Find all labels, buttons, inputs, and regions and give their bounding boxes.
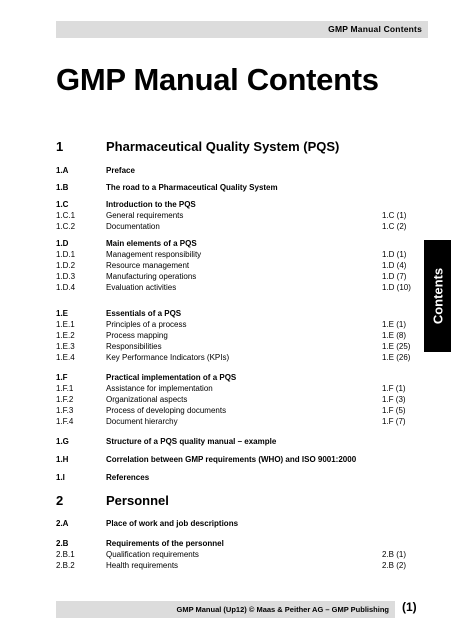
- entry-code: 1.I: [56, 473, 65, 482]
- entry-label: Document hierarchy: [106, 417, 178, 426]
- entry-code: 1.D.2: [56, 261, 76, 270]
- entry-page-ref: 1.E (1): [382, 320, 407, 329]
- entry-code: 1.B: [56, 183, 69, 192]
- entry-label: Process of developing documents: [106, 406, 227, 415]
- entry-label: Resource management: [106, 261, 190, 270]
- entry-code: 1.F.2: [56, 395, 74, 404]
- entry-code: 1.E.1: [56, 320, 75, 329]
- entry-code: 1.E.4: [56, 353, 75, 362]
- entry-code: 1.C: [56, 200, 69, 209]
- entry-page-ref: 2.B (1): [382, 550, 407, 559]
- entry-label: Health requirements: [106, 561, 179, 570]
- entry-page-ref: 1.F (5): [382, 406, 406, 415]
- entry-label: Preface: [106, 166, 135, 175]
- entry-label: Introduction to the PQS: [106, 200, 196, 209]
- entry-code: 1.C.1: [56, 211, 76, 220]
- entry-code: 1.F.3: [56, 406, 74, 415]
- entry-page-ref: 1.F (3): [382, 395, 406, 404]
- entry-code: 1.A: [56, 166, 69, 175]
- contents-side-tab[interactable]: [424, 240, 451, 352]
- chapter-number: 1: [56, 139, 64, 154]
- entry-code: 1.H: [56, 455, 69, 464]
- entry-code: 1.D.3: [56, 272, 76, 281]
- entry-page-ref: 1.E (8): [382, 331, 407, 340]
- footer-bar: GMP Manual (Up12) © Maas & Peither AG – GMP Publishing: [56, 601, 395, 618]
- chapter-title: Pharmaceutical Quality System (PQS): [106, 139, 340, 154]
- entry-label: Qualification requirements: [106, 550, 199, 559]
- chapter-number: 2: [56, 493, 64, 508]
- entry-page-ref: 1.C (2): [382, 222, 407, 231]
- entry-code: 1.E: [56, 309, 69, 318]
- entry-code: 2.B: [56, 539, 69, 548]
- entry-code: 1.F.1: [56, 384, 74, 393]
- entry-code: 2.A: [56, 519, 69, 528]
- entry-label: Essentials of a PQS: [106, 309, 182, 318]
- entry-code: 1.E.3: [56, 342, 75, 351]
- entry-code: 1.F: [56, 373, 68, 382]
- chapter-title: Personnel: [106, 493, 169, 508]
- entry-label: Practical implementation of a PQS: [106, 373, 237, 382]
- entry-page-ref: 1.D (4): [382, 261, 407, 270]
- page-title: GMP Manual Contents: [56, 62, 379, 97]
- entry-code: 2.B.1: [56, 550, 75, 559]
- entry-code: 1.D.4: [56, 283, 76, 292]
- entry-page-ref: 1.E (25): [382, 342, 411, 351]
- entry-page-ref: 1.F (7): [382, 417, 406, 426]
- page-number: (1): [402, 600, 417, 614]
- entry-page-ref: 2.B (2): [382, 561, 407, 570]
- entry-code: 1.F.4: [56, 417, 74, 426]
- entry-label: The road to a Pharmaceutical Quality System: [106, 183, 278, 192]
- entry-label: Assistance for implementation: [106, 384, 213, 393]
- entry-code: 2.B.2: [56, 561, 75, 570]
- entry-label: Place of work and job descriptions: [106, 519, 239, 528]
- side-tab-label: Contents: [430, 267, 445, 325]
- entry-label: References: [106, 473, 150, 482]
- chapter-heading-1: [56, 139, 339, 154]
- entry-page-ref: 1.D (7): [382, 272, 407, 281]
- entry-page-ref: 1.C (1): [382, 211, 407, 220]
- entry-label: Process mapping: [106, 331, 168, 340]
- entry-label: Key Performance Indicators (KPIs): [106, 353, 230, 362]
- entry-label: Manufacturing operations: [106, 272, 197, 281]
- entry-label: Management responsibility: [106, 250, 202, 259]
- entry-label: Documentation: [106, 222, 160, 231]
- entry-page-ref: 1.D (1): [382, 250, 407, 259]
- entry-label: Responsibilities: [106, 342, 162, 351]
- entry-label: Principles of a process: [106, 320, 187, 329]
- entry-label: Correlation between GMP requirements (WHO) and ISO 9001:2000: [106, 455, 357, 464]
- entry-code: 1.D: [56, 239, 69, 248]
- entry-page-ref: 1.D (10): [382, 283, 411, 292]
- running-header: GMP Manual Contents: [56, 21, 428, 38]
- entry-label: Main elements of a PQS: [106, 239, 197, 248]
- entry-code: 1.E.2: [56, 331, 75, 340]
- entry-label: Evaluation activities: [106, 283, 177, 292]
- chapter-heading-2: [56, 493, 169, 508]
- entry-label: Structure of a PQS quality manual – example: [106, 437, 277, 446]
- entry-page-ref: 1.F (1): [382, 384, 406, 393]
- entry-label: General requirements: [106, 211, 184, 220]
- entry-label: Organizational aspects: [106, 395, 188, 404]
- entry-code: 1.G: [56, 437, 69, 446]
- entry-code: 1.C.2: [56, 222, 76, 231]
- entry-page-ref: 1.E (26): [382, 353, 411, 362]
- entry-code: 1.D.1: [56, 250, 76, 259]
- entry-label: Requirements of the personnel: [106, 539, 224, 548]
